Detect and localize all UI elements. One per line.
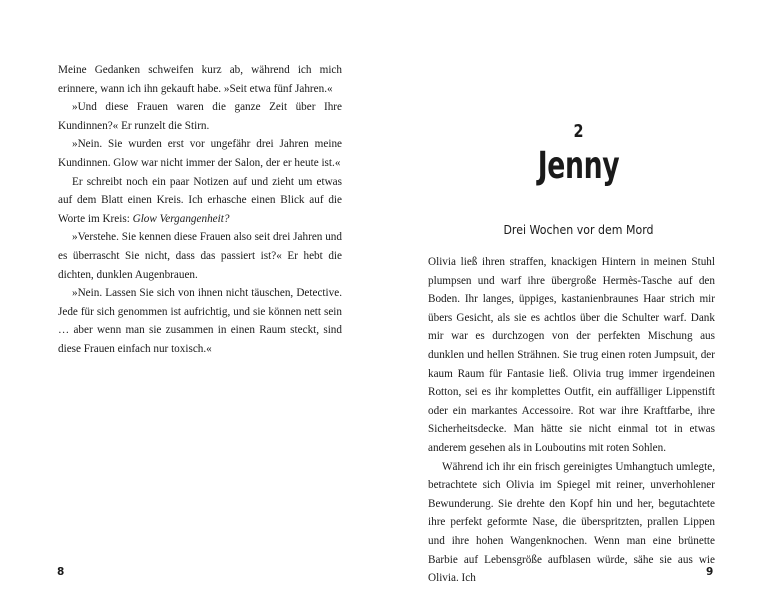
paragraph: »Nein. Sie wurden erst vor ungefähr drei Jahren meine Kundinnen. Glow war nicht immer der Salon, der er heute ist.« (58, 138, 342, 169)
paragraph-text: Er schreibt noch ein paar Notizen auf und zieht um etwas auf dem Blatt einen Kreis. Ich erhasche einen Blick auf die Worte im Kreis: (58, 175, 342, 225)
paragraph: Olivia ließ ihren straffen, knackigen Hintern in meinen Stuhl plumpsen und warf ihre übergroße Hermès-Tasche auf den Boden. Ihr langes, üppiges, kastanienbraunes Haar strich mir übers Gesicht, als sie es achtlos über die Schulter warf. Dank mir war es durchzogen von der perfekten Mischung aus dunklen und hellen Strähnen. Sie trug einen roten Jumpsuit, der kaum Raum für Fantasie ließ. Olivia trug immer irgendeinen Rotton, sei es ihr komplettes Outfit, ein auffälliger Lippenstift oder ein markantes Accessoire. Rot war ihre Kraftfarbe, ihre Sicherheitsdecke. Man hätte sie nicht einmal tot in etwas anderem gesehen als in Louboutins mit roten Sohlen. (428, 256, 715, 454)
chapter-number: 2 (573, 121, 584, 142)
chapter-title: Jenny (537, 144, 620, 187)
page-number-right: 9 (706, 566, 714, 578)
paragraph: »Nein. Lassen Sie sich von ihnen nicht täuschen, Detective. Jede für sich genommen ist aufrichtig, und sie können nett sein … aber wenn man sie zusammen in einen Raum steckt, sind diese Frauen einfach nur toxisch.« (58, 287, 342, 355)
page-number-left: 8 (57, 566, 65, 578)
paragraph: »Und diese Frauen waren die ganze Zeit über Ihre Kundinnen?« Er runzelt die Stirn. (58, 101, 342, 132)
paragraph: »Verstehe. Sie kennen diese Frauen also seit drei Jahren und es überrascht Sie nicht, dass das passiert ist?« Er hebt die dichten, dunklen Augenbrauen. (58, 231, 342, 281)
emphasis-text: Glow Vergangenheit? (132, 212, 230, 225)
left-page-body (58, 61, 342, 359)
right-page-body (428, 253, 715, 588)
paragraph: Meine Gedanken schweifen kurz ab, während ich mich erinnere, wann ich ihn gekauft habe. »Seit etwa fünf Jahren.« (58, 64, 342, 95)
paragraph (58, 173, 342, 229)
chapter-subtitle: Drei Wochen vor dem Mord (503, 222, 654, 237)
right-page (386, 0, 771, 600)
paragraph: Während ich ihr ein frisch gereinigtes Umhangtuch umlegte, betrachtete sich Olivia im Spiegel mit reiner, unverhohlener Bewunderung. Sie drehte den Kopf hin und her, begutachtete ihre perfekt geformte Nase, die überspritzten, prallen Lippen und ihre hohen Wangenknochen. Wenn man eine brünette Barbie auf Lebensgröße aufblasen würde, sähe sie aus wie Olivia. Ich (428, 460, 715, 585)
left-page (0, 0, 385, 600)
